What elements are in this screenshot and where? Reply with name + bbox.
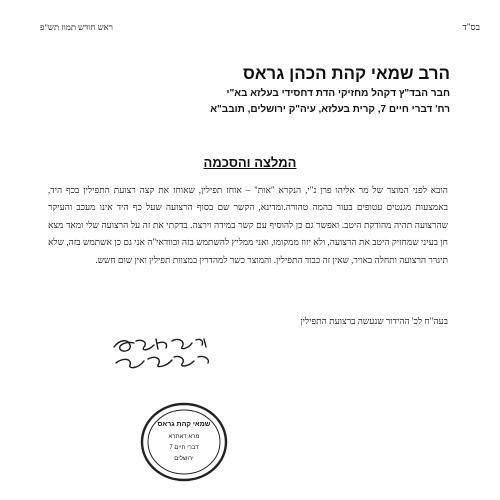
letterhead-address-line: רח' דברי חיים 7, קרית בעלזא, עיה"ק ירושלים, תובב"א xyxy=(210,104,450,115)
stamp-line-2: מרא דאתרא xyxy=(168,434,200,440)
stamp-line-3: דברי חיים 7 xyxy=(169,445,199,451)
rabbi-stamp xyxy=(140,402,228,482)
bsd-mark: בס"ד xyxy=(462,22,480,32)
letterhead-title-line: חבר הבד"ץ דקהל מחזיקי הדת דחסידי בעלזא בא"י xyxy=(226,88,450,99)
rabbi-name: הרב שמאי קהת הכהן גראס xyxy=(242,64,450,83)
closing-line: בעה"ח לכ' ההידור שנעשה ברצועת התפילין xyxy=(300,316,448,326)
handwritten-signature xyxy=(108,333,228,375)
stamp-line-4: ירושלים xyxy=(174,456,194,462)
letter-date: ראש חודש תמוז תש"פ xyxy=(40,22,113,32)
body-paragraph: הובא לפני המוצר של מר אליהו פרן נ"י, הנקרא "אות" – אוחז תפילין, שאוחז את קצה רצועת התפילין בכף היד, באמצעות מגנטים עטופים בעור בהמה טהורה.ומדינא, הקשר שם בסוף הרצועה שעל כף היד אינו מעכב והעיקר שהרצועה תהיה מהודקת היטב. ואפשר גם כן להוסיף עם קשר במידה וירצה. בדקתי את זה על הרצועה שלי ומאד מצא חן בעיני שמחזיק היטב את הרצועה, ולא יזוז ממקומו, ואני ממליץ להשתמש בזה ובוודאי"ה אני גם כן אשתמש בזה, שלא תיגרר הרצועה ותחלה באויר, שאין זה כבוד התפילין. והמוצר כשר למהדרין במצוות תפילין ואין שום חשש. xyxy=(48,185,448,265)
stamp-line-1: שמאי קהת גראס xyxy=(157,421,211,428)
document-title: המלצה והסכמה xyxy=(203,155,297,170)
letter-body xyxy=(48,182,448,269)
letterhead xyxy=(50,62,450,118)
title-wrap xyxy=(0,152,500,171)
